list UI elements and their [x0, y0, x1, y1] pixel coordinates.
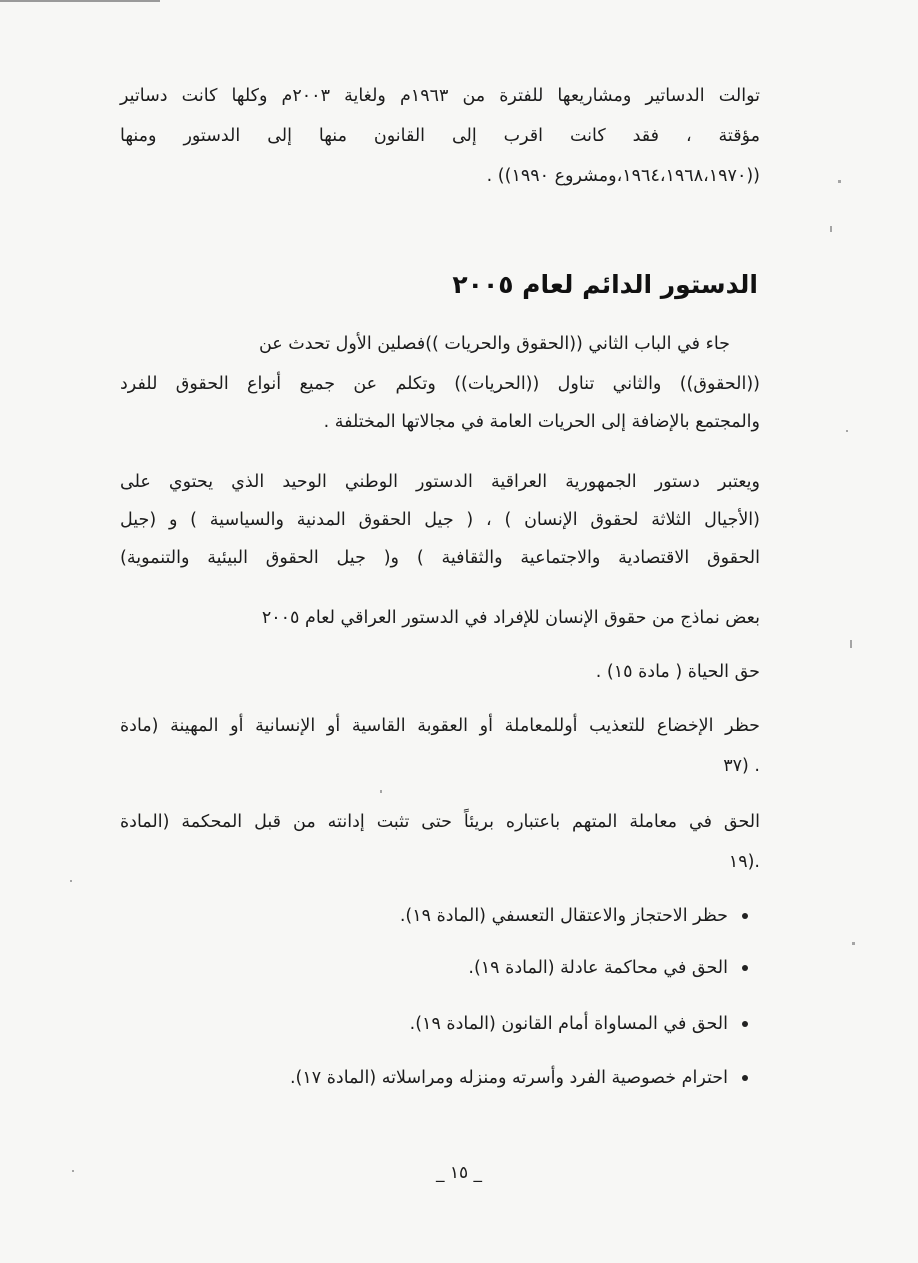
intro-line-2: مؤقتة ، فقد كانت اقرب إلى القانون منها إلى الدستور ومنها — [120, 126, 760, 146]
bullet-item — [468, 958, 748, 978]
right-to-life-item: حق الحياة ( مادة ١٥) . — [595, 662, 760, 682]
paragraph1-line-3: والمجتمع بالإضافة إلى الحريات العامة في مجالاتها المختلفة . — [323, 412, 760, 432]
presumption-line-1: الحق في معاملة المتهم باعتباره بريئاً حتى تثبت إدانته من قبل المحكمة (المادة — [120, 812, 760, 832]
paragraph2-line-2: (الأجيال الثلاثة لحقوق الإنسان ) ، ( جيل الحقوق المدنية والسياسية ) و (جيل — [120, 510, 760, 530]
top-edge-rule — [0, 0, 160, 2]
scan-speck — [838, 180, 841, 183]
bullet-item — [290, 1068, 748, 1088]
scan-speck — [70, 880, 72, 882]
torture-line-2: ٣٧) . — [723, 756, 760, 776]
bullet-dot-icon — [742, 1075, 748, 1081]
paragraph2-line-1: ويعتبر دستور الجمهورية العراقية الدستور الوطني الوحيد الذي يحتوي على — [120, 472, 760, 492]
page-number: _ ١٥ _ — [435, 1163, 483, 1183]
torture-line-1: حظر الإخضاع للتعذيب أوللمعاملة أو العقوبة القاسية أو الإنسانية أو المهينة (مادة — [120, 716, 760, 736]
intro-line-3: ((١٩٦٤،١٩٦٨،١٩٧٠،ومشروع ١٩٩٠)) . — [486, 166, 760, 186]
bullet-text: الحق في المساواة أمام القانون (المادة ١٩). — [409, 1014, 728, 1034]
bullet-item — [410, 1014, 748, 1034]
scan-speck — [852, 942, 855, 945]
bullet-text: احترام خصوصية الفرد وأسرته ومنزله ومراسلاته (المادة ١٧). — [289, 1068, 728, 1088]
paragraph2-line-3: الحقوق الاقتصادية والاجتماعية والثقافية ) و( جيل الحقوق البيئية والتنموية) — [120, 548, 760, 568]
scan-speck — [830, 226, 832, 232]
intro-line-1: توالت الدساتير ومشاريعها للفترة من ١٩٦٣م ولغاية ٢٠٠٣م وكلها كانت دساتير — [120, 86, 760, 106]
bullet-item — [400, 906, 748, 926]
bullet-text: حظر الاحتجاز والاعتقال التعسفي (المادة ١٩). — [399, 906, 728, 926]
scan-speck — [380, 790, 382, 793]
paragraph1-line-1: جاء في الباب الثاني ((الحقوق والحريات ))فصلين الأول تحدث عن — [258, 334, 730, 354]
scan-speck — [72, 1170, 74, 1172]
scan-speck — [846, 430, 848, 432]
examples-intro: بعض نماذج من حقوق الإنسان للإفراد في الدستور العراقي لعام ٢٠٠٥ — [261, 608, 760, 628]
presumption-line-2: ١٩). — [728, 852, 760, 872]
paragraph1-line-2: ((الحقوق)) والثاني تناول ((الحريات)) وتكلم عن جميع أنواع الحقوق للفرد — [120, 374, 760, 394]
bullet-dot-icon — [742, 1021, 748, 1027]
bullet-dot-icon — [742, 965, 748, 971]
section-heading: الدستور الدائم لعام ٢٠٠٥ — [452, 270, 758, 299]
scan-speck — [850, 640, 852, 648]
bullet-text: الحق في محاكمة عادلة (المادة ١٩). — [468, 958, 728, 978]
bullet-dot-icon — [742, 913, 748, 919]
